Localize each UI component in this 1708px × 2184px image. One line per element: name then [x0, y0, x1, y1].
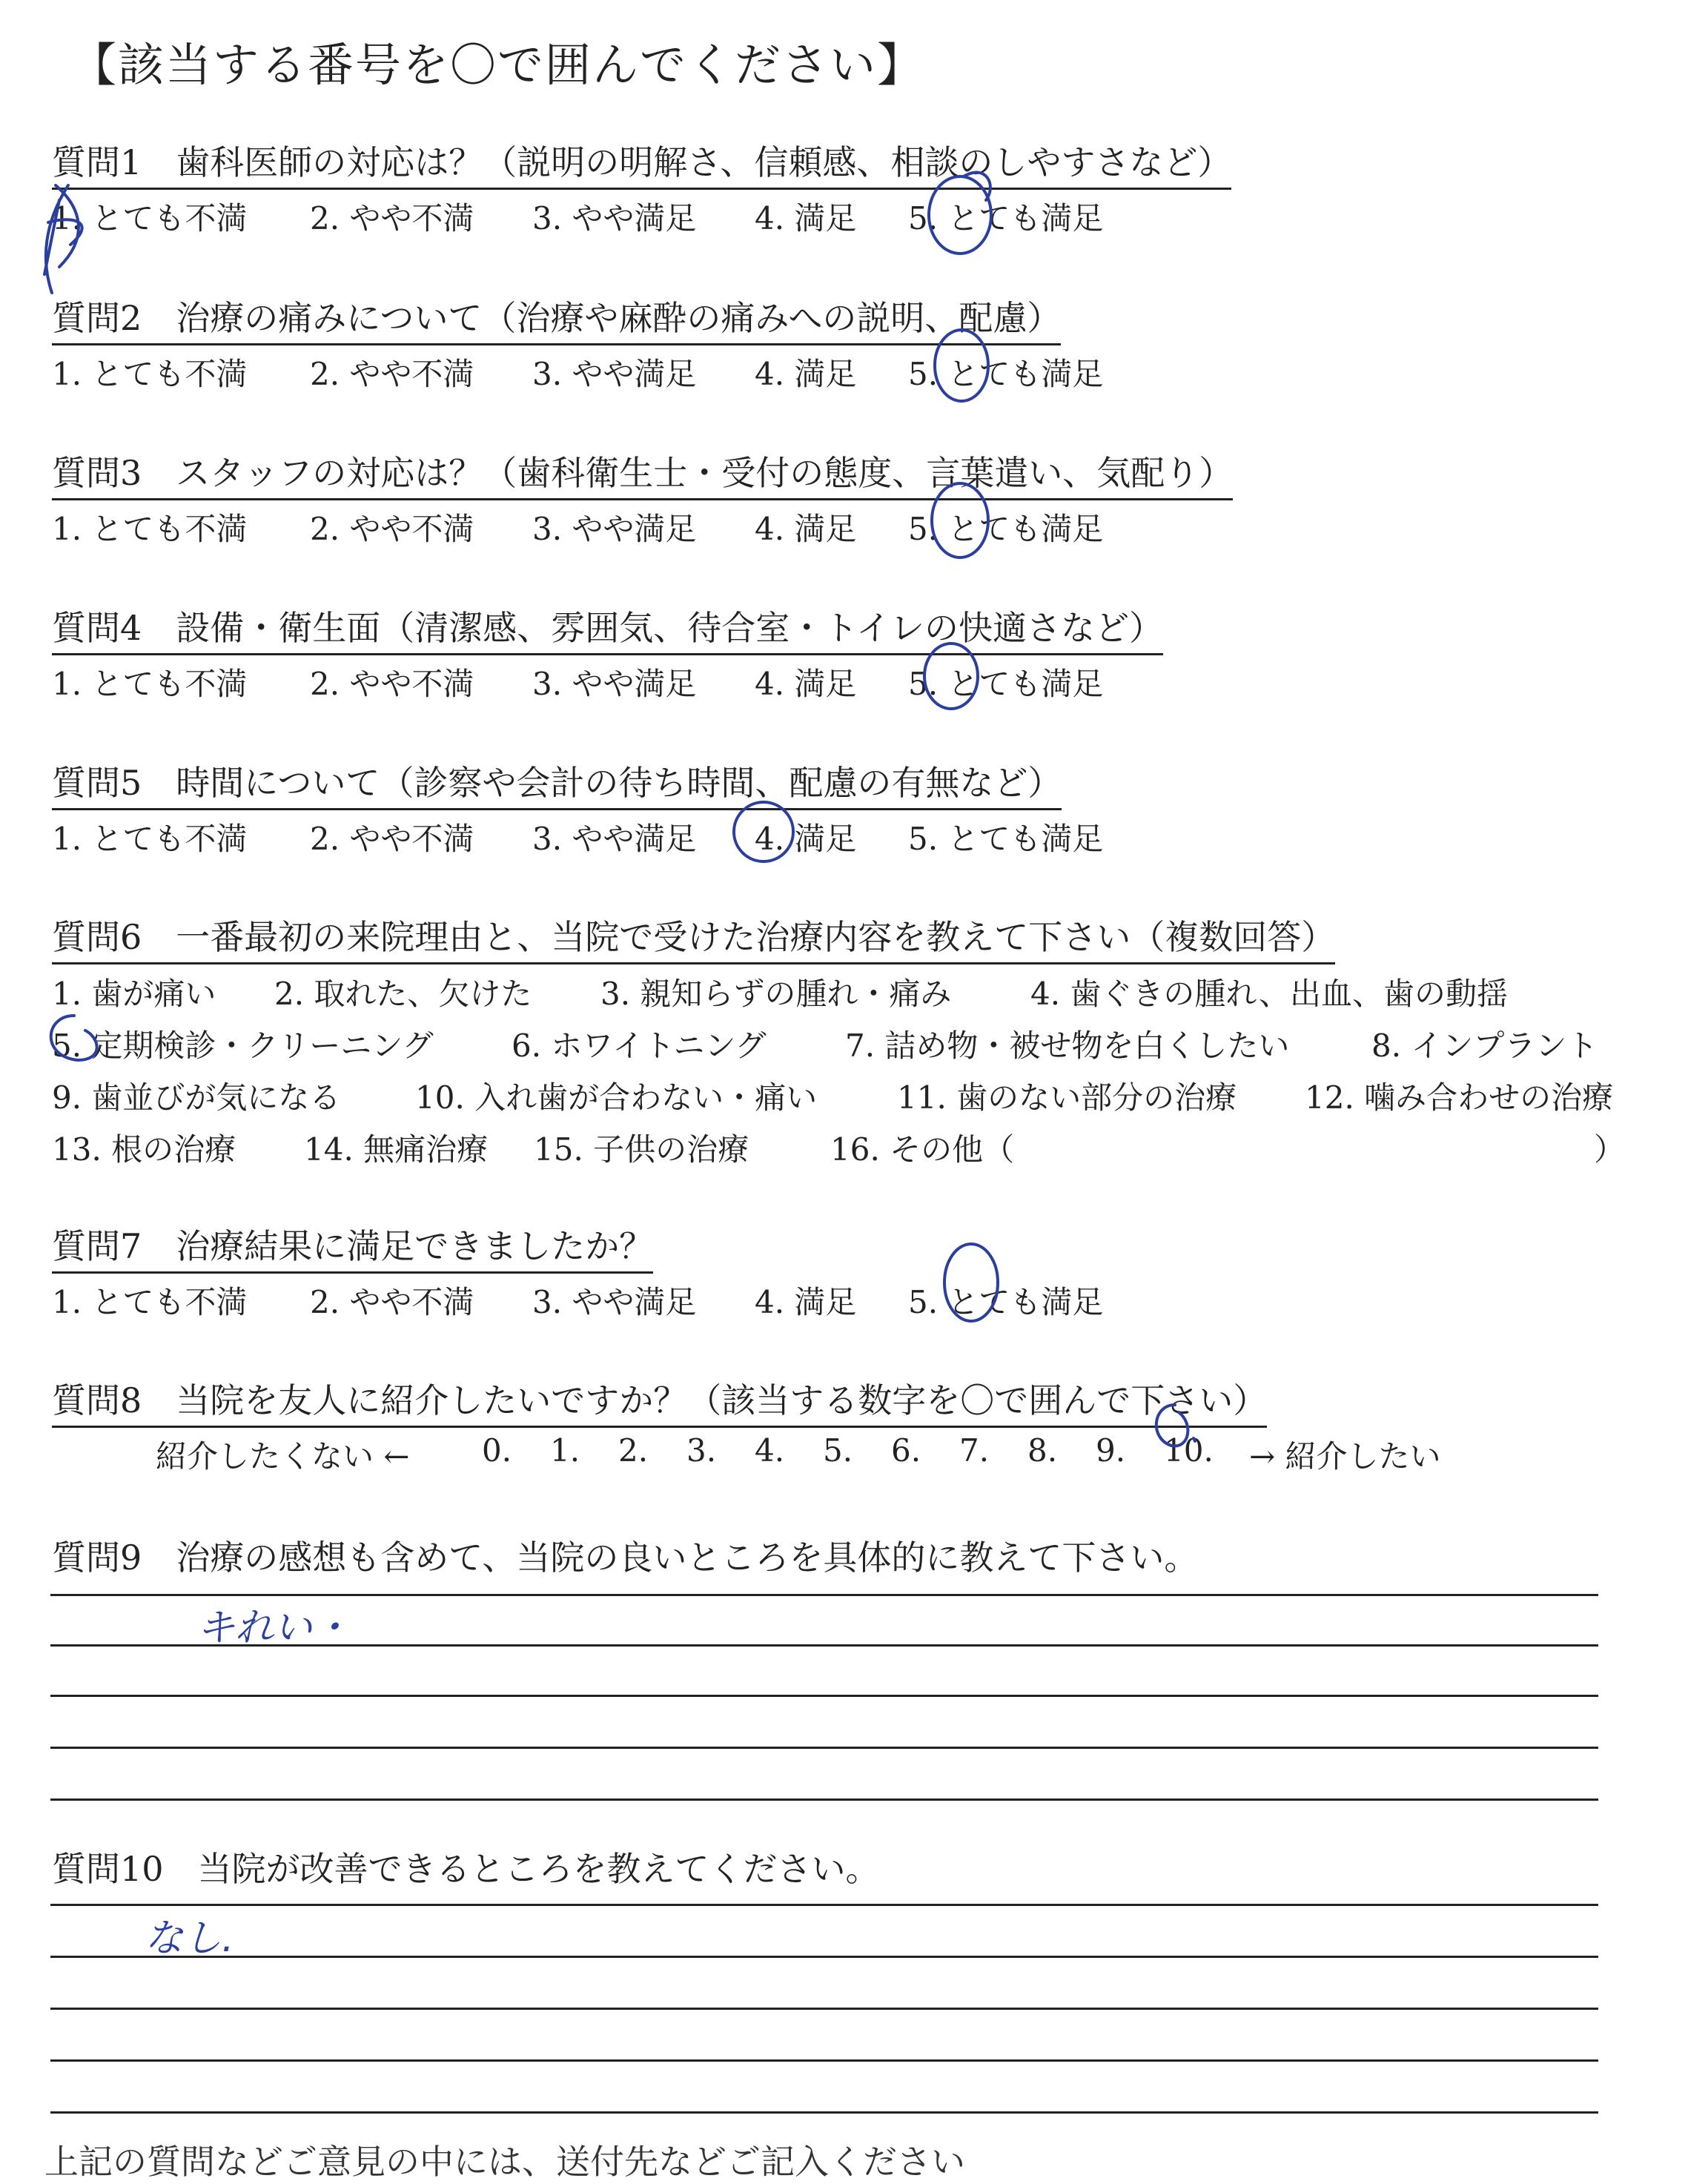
q4-option-5[interactable]: 5. とても満足 [908, 666, 1104, 702]
q5-option-1[interactable]: 1. とても不満 [52, 821, 248, 857]
q8-score-8[interactable]: 8. [1027, 1432, 1058, 1469]
q3-option-3[interactable]: 3. やや満足 [532, 511, 697, 547]
q1-option-1[interactable]: 1. とても不満 [52, 200, 248, 236]
q8-left-label: 紹介したくない ← [156, 1438, 410, 1475]
q8-score-2[interactable]: 2. [618, 1432, 649, 1469]
q4-option-4[interactable]: 4. 満足 [755, 666, 857, 702]
q2-option-5[interactable]: 5. とても満足 [908, 356, 1104, 392]
q4-option-1[interactable]: 1. とても不満 [52, 666, 248, 702]
q2-option-2[interactable]: 2. やや不満 [310, 356, 474, 392]
question-5-title: 質問5 時間について（診察や会計の待ち時間、配慮の有無など） [52, 756, 1062, 810]
q1-option-4[interactable]: 4. 満足 [755, 200, 857, 236]
q8-score-3[interactable]: 3. [686, 1432, 717, 1469]
q7-option-4[interactable]: 4. 満足 [755, 1284, 857, 1320]
q6-option-5[interactable]: 5. 定期検診・クリーニング [52, 1028, 434, 1064]
q2-option-3[interactable]: 3. やや満足 [532, 356, 697, 392]
q8-right-label: → 紹介したい [1249, 1438, 1441, 1475]
q7-option-1[interactable]: 1. とても不満 [52, 1284, 248, 1320]
q5-option-2[interactable]: 2. やや不満 [310, 821, 474, 857]
q7-selection-circle [944, 1244, 998, 1321]
q3-option-4[interactable]: 4. 満足 [755, 511, 857, 547]
q2-option-1[interactable]: 1. とても不満 [52, 356, 248, 392]
q8-score-10[interactable]: 10. [1164, 1432, 1214, 1469]
q2-selection-circle [935, 330, 988, 401]
question-2-title: 質問2 治療の痛みについて（治療や麻酔の痛みへの説明、配慮） [52, 291, 1061, 345]
q4-option-3[interactable]: 3. やや満足 [532, 666, 697, 702]
question-10-title: 質問10 当院が改善できるところを教えてください。 [52, 1849, 880, 1889]
q10-handwritten-answer[interactable]: なし. [145, 1916, 234, 1961]
q3-option-2[interactable]: 2. やや不満 [310, 511, 474, 547]
q6-option-10[interactable]: 10. 入れ歯が合わない・痛い [415, 1079, 818, 1116]
q7-option-5[interactable]: 5. とても満足 [908, 1284, 1104, 1320]
q6-option-3[interactable]: 3. 親知らずの腫れ・痛み [600, 976, 952, 1012]
q8-score-1[interactable]: 1. [550, 1432, 580, 1469]
q3-option-1[interactable]: 1. とても不満 [52, 511, 248, 547]
q6-option-11[interactable]: 11. 歯のない部分の治療 [897, 1079, 1237, 1116]
q5-option-5[interactable]: 5. とても満足 [908, 821, 1104, 857]
q6-option-14[interactable]: 14. 無痛治療 [304, 1131, 489, 1168]
footer-cut-off-text: 上記の質問などご意見の中には、送付先などご記入ください [44, 2142, 965, 2182]
q6-option-1[interactable]: 1. 歯が痛い [52, 976, 216, 1012]
question-3-title: 質問3 スタッフの対応は？（歯科衛生士・受付の態度、言葉遣い、気配り） [52, 446, 1233, 500]
q6-option-12[interactable]: 12. 噛み合わせの治療 [1305, 1079, 1614, 1116]
question-4-title: 質問4 設備・衛生面（清潔感、雰囲気、待合室・トイレの快適さなど） [52, 601, 1163, 655]
q7-option-3[interactable]: 3. やや満足 [532, 1284, 697, 1320]
q5-selection-circle [734, 802, 793, 861]
q6-option-4[interactable]: 4. 歯ぐきの腫れ、出血、歯の動揺 [1030, 976, 1508, 1012]
q6-option-7[interactable]: 7. 詰め物・被せ物を白くしたい [845, 1028, 1290, 1064]
q8-score-5[interactable]: 5. [823, 1432, 853, 1469]
q4-option-2[interactable]: 2. やや不満 [310, 666, 474, 702]
q1-option-5[interactable]: 5. とても満足 [908, 200, 1104, 236]
q6-option-16[interactable]: 16. その他（ [830, 1131, 1015, 1168]
q8-score-7[interactable]: 7. [959, 1432, 990, 1469]
q8-score-0[interactable]: 0. [482, 1432, 512, 1469]
q9-handwritten-answer[interactable]: キれい・ [196, 1606, 351, 1650]
q8-score-4[interactable]: 4. [755, 1432, 785, 1469]
q6-option-13[interactable]: 13. 根の治療 [52, 1131, 236, 1168]
q8-selection-mark [1156, 1405, 1188, 1446]
q6-option-2[interactable]: 2. 取れた、欠けた [274, 976, 532, 1012]
q6-selection-mark [51, 1016, 97, 1060]
q1-option-3[interactable]: 3. やや満足 [532, 200, 697, 236]
q3-selection-circle [932, 483, 988, 557]
q6-option-15[interactable]: 15. 子供の治療 [534, 1131, 749, 1168]
question-9-title: 質問9 治療の感想も含めて、当院の良いところを具体的に教えて下さい。 [52, 1538, 1199, 1578]
q5-option-3[interactable]: 3. やや満足 [532, 821, 697, 857]
q7-option-2[interactable]: 2. やや不満 [310, 1284, 474, 1320]
question-1-title: 質問1 歯科医師の対応は？（説明の明解さ、信頼感、相談のしやすさなど） [52, 136, 1231, 190]
q2-option-4[interactable]: 4. 満足 [755, 356, 857, 392]
q3-option-5[interactable]: 5. とても満足 [908, 511, 1104, 547]
question-7-title: 質問7 治療結果に満足できましたか？ [52, 1220, 653, 1274]
instruction-header: 【該当する番号を〇で囲んでください】 [70, 38, 925, 92]
q6-option-16-close: ） [1594, 1131, 1626, 1168]
q1-selection-circle [929, 176, 991, 254]
q8-score-9[interactable]: 9. [1096, 1432, 1126, 1469]
q1-scribble-mark [44, 185, 82, 293]
question-8-title: 質問8 当院を友人に紹介したいですか？（該当する数字を〇で囲んで下さい） [52, 1374, 1267, 1428]
q5-option-4[interactable]: 4. 満足 [755, 821, 857, 857]
q8-score-6[interactable]: 6. [891, 1432, 921, 1469]
question-6-title: 質問6 一番最初の来院理由と、当院で受けた治療内容を教えて下さい（複数回答） [52, 910, 1335, 964]
q6-option-9[interactable]: 9. 歯並びが気になる [52, 1079, 341, 1116]
q6-option-6[interactable]: 6. ホワイトニング [512, 1028, 767, 1064]
q6-option-8[interactable]: 8. インプラント [1371, 1028, 1598, 1064]
q4-selection-circle [924, 643, 978, 709]
q1-option-2[interactable]: 2. やや不満 [310, 200, 474, 236]
